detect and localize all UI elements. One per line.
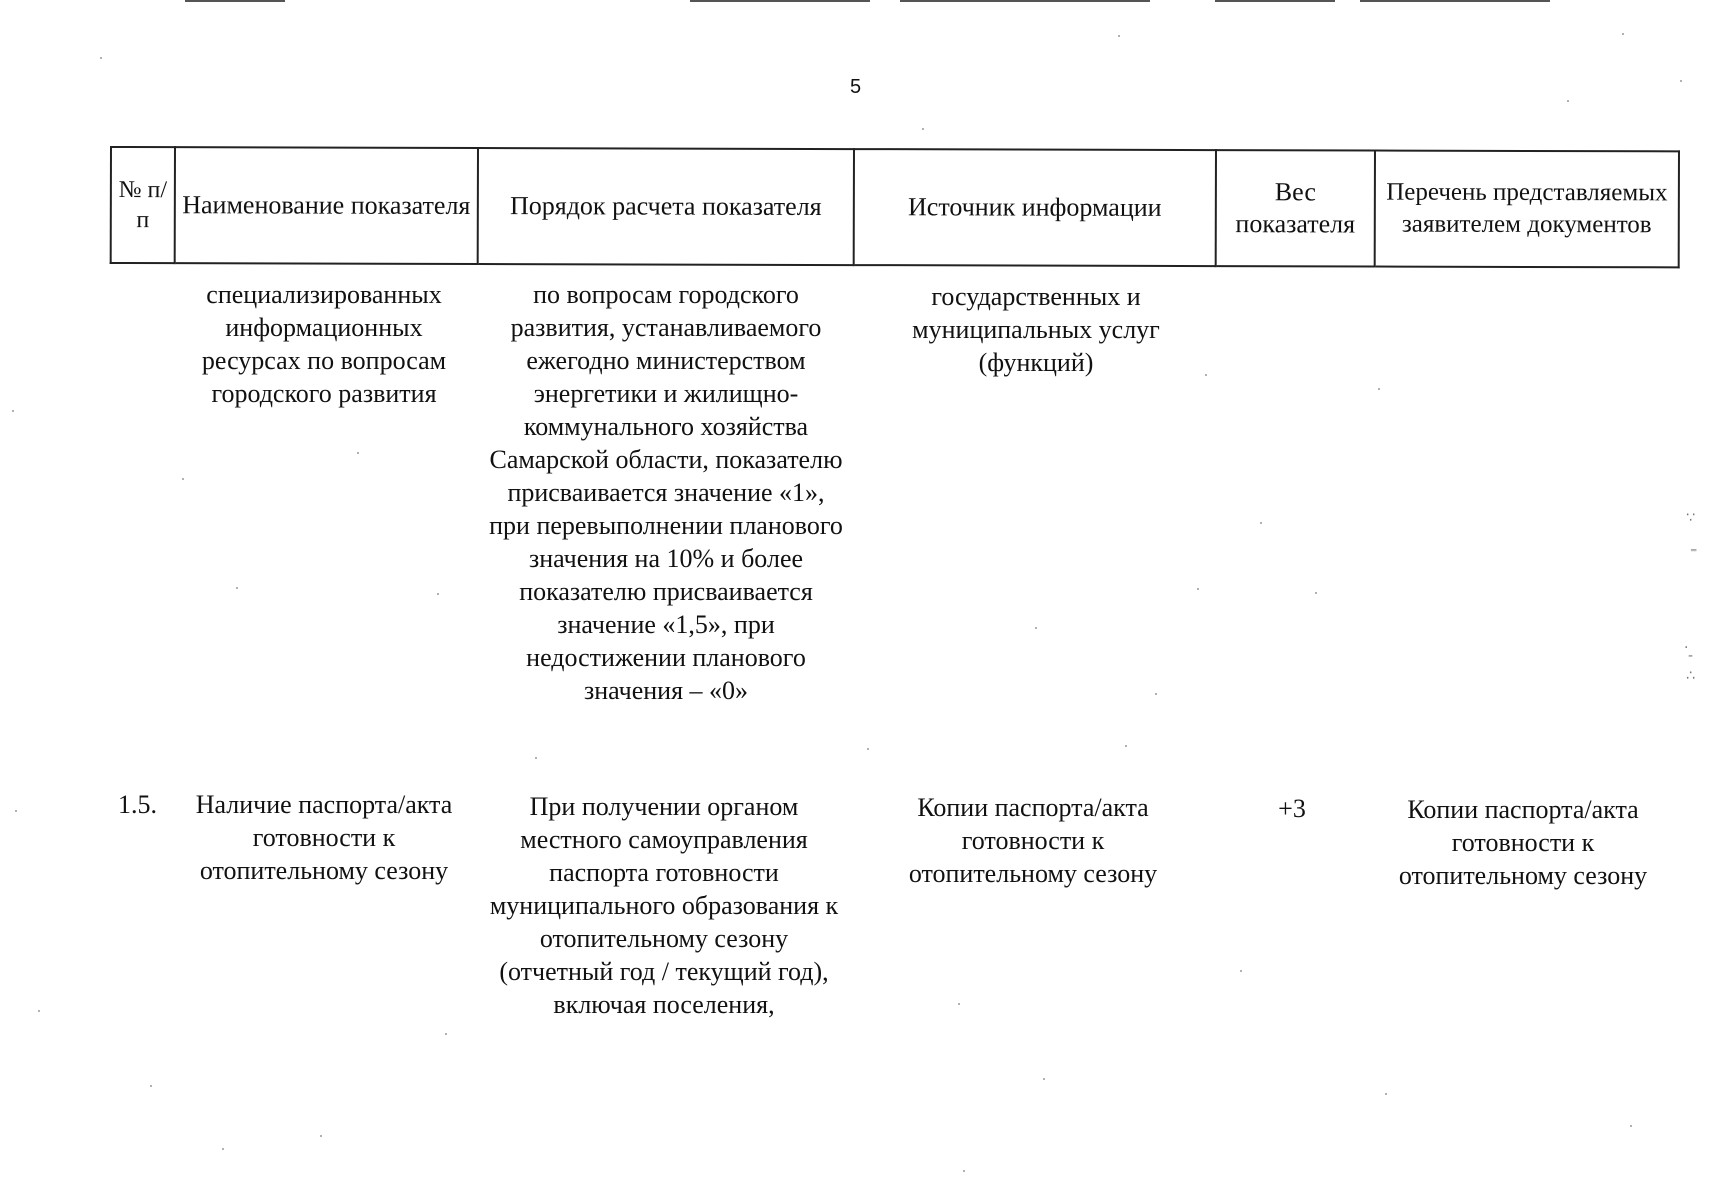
scan-speck	[150, 1085, 152, 1087]
row-information-source: Копии паспорта/акта готовности к отопительному сезону	[908, 793, 1158, 888]
header-indicator-weight: Вес показателя	[1216, 150, 1375, 266]
header-information-source: Источник информации	[854, 149, 1216, 266]
header-calculation-method: Порядок расчета показателя	[478, 148, 854, 265]
continuation-calculation-method: по вопросам городского развития, устанавливаемого ежегодно министерством энергетики и жилищно-коммунального хозяйства Самарской области, показателю присваивается значение «1», при перевыполнении планового значения на 10% и более показателю присваивается значение «1,5», при недостижении планового значения – «0»	[489, 280, 843, 705]
header-number: № п/п	[111, 147, 175, 263]
scan-edge-rule	[690, 0, 870, 2]
scan-speck	[100, 57, 102, 59]
row-calculation-method: При получении органом местного самоуправления паспорта готовности муниципального образования к отопительному сезону (отчетный год / текущий год), включая поселения,	[489, 792, 839, 1019]
scan-speck	[1260, 522, 1262, 524]
row-number: 1.5.	[118, 790, 157, 819]
scan-speck	[222, 1148, 224, 1150]
scan-speck	[1385, 1093, 1387, 1095]
scan-edge-rule	[900, 0, 1150, 2]
scan-margin-mark: ·	[1684, 640, 1689, 656]
scan-speck	[1378, 388, 1380, 390]
scan-speck	[1630, 1125, 1632, 1127]
scan-edge-rule	[1215, 0, 1335, 2]
scan-speck	[15, 810, 17, 812]
row-indicator-name: Наличие паспорта/акта готовности к отопительному сезону	[195, 790, 453, 885]
scan-speck	[437, 593, 439, 595]
scan-edge-rule	[1360, 0, 1550, 2]
scan-edge-rule	[185, 0, 285, 2]
scan-margin-mark: ⁼	[1690, 545, 1698, 561]
scan-speck	[1680, 80, 1682, 82]
scan-margin-mark: ∴	[1686, 668, 1695, 684]
row-documents-list: Копии паспорта/акта готовности к отопительному сезону	[1398, 795, 1648, 890]
scan-speck	[1315, 592, 1317, 594]
scan-speck	[12, 410, 14, 412]
scan-speck	[357, 452, 359, 454]
scan-speck	[1567, 100, 1569, 102]
table-header	[110, 146, 1680, 268]
scan-speck	[867, 748, 869, 750]
scan-speck	[445, 1033, 447, 1035]
scan-speck	[963, 1170, 965, 1172]
scan-speck	[1197, 588, 1199, 590]
scan-margin-mark: ‐	[1688, 648, 1694, 664]
scan-margin-mark: ∵	[1686, 510, 1695, 526]
scan-speck	[320, 1135, 322, 1137]
scan-speck	[1118, 35, 1120, 37]
page-number: 5	[849, 76, 862, 98]
scan-speck	[182, 478, 184, 480]
header-indicator-name: Наименование показателя	[175, 147, 478, 264]
scan-speck	[1205, 374, 1207, 376]
scan-speck	[1622, 33, 1624, 35]
row-indicator-weight: +3	[1278, 794, 1306, 823]
scan-speck	[1155, 693, 1157, 695]
scan-speck	[38, 1010, 40, 1012]
scan-speck	[1035, 627, 1037, 629]
scan-speck	[958, 1003, 960, 1005]
continuation-indicator-name: специализированных информационных ресурсах по вопросам городского развития	[201, 280, 447, 408]
scan-speck	[1240, 970, 1242, 972]
scan-speck	[535, 757, 537, 759]
scan-speck	[236, 587, 238, 589]
scan-speck	[1043, 1078, 1045, 1080]
header-documents-list: Перечень представляемых заявителем документов	[1375, 151, 1679, 268]
continuation-information-source: государственных и муниципальных услуг (функций)	[912, 282, 1160, 377]
scan-speck	[922, 128, 924, 130]
scan-speck	[1125, 745, 1127, 747]
